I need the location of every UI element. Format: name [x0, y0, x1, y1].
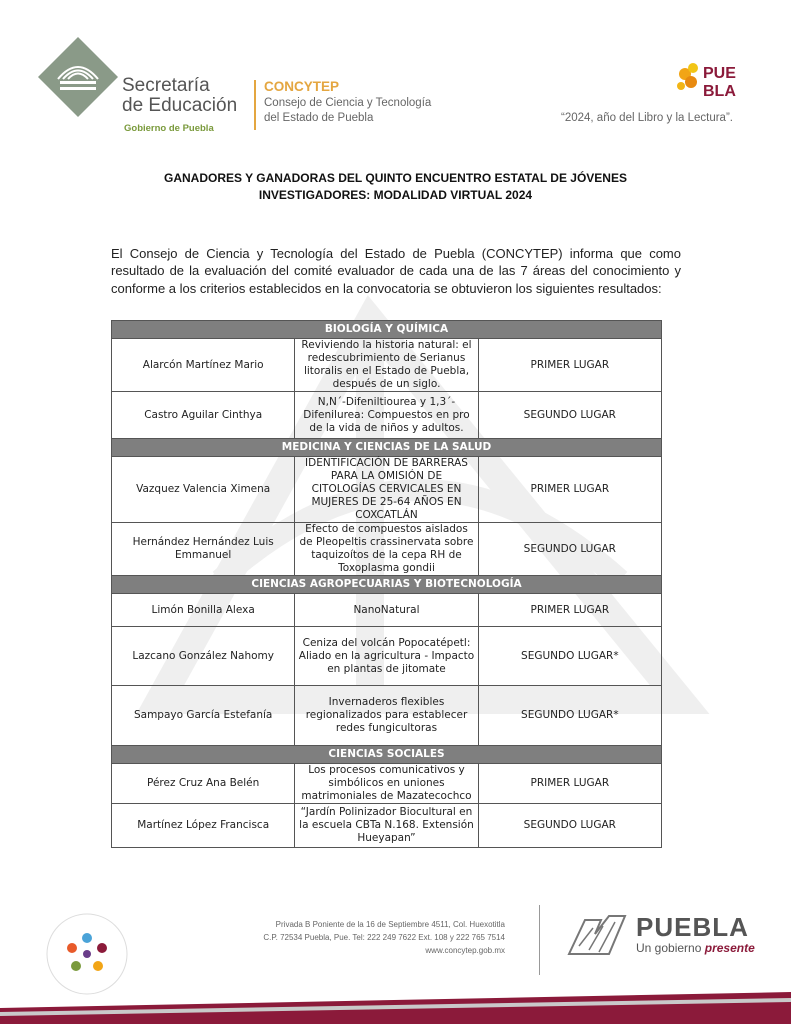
table-row [112, 594, 662, 627]
winner-name: Alarcón Martínez Mario [112, 339, 295, 392]
table-row [112, 392, 662, 439]
concytep-accent-bar [254, 80, 256, 130]
winner-name: Limón Bonilla Alexa [112, 594, 295, 627]
place-award: PRIMER LUGAR [478, 339, 661, 392]
footer-color-band [0, 990, 791, 1024]
table-row [112, 764, 662, 804]
footer-divider [539, 905, 540, 975]
concytep-title: CONCYTEP [264, 79, 340, 94]
place-award: PRIMER LUGAR [478, 457, 661, 523]
project-title: Efecto de compuestos aislados de Pleopeltis crassinervata sobre taquizoítos de la cepa RH de Toxoplasma gondii [295, 523, 478, 576]
project-title: Invernaderos flexibles regionalizados para establecer redes fungicultoras [295, 686, 478, 746]
area-header: MEDICINA Y CIENCIAS DE LA SALUD [112, 439, 662, 457]
area-header-row [112, 576, 662, 594]
area-header: CIENCIAS AGROPECUARIAS Y BIOTECNOLOGÍA [112, 576, 662, 594]
sep-name-line2: de Educación [122, 95, 238, 116]
sep-name-line1: Secretaría [122, 75, 210, 96]
place-award: SEGUNDO LUGAR* [478, 627, 661, 686]
website-link[interactable]: www.concytep.gob.mx [425, 946, 505, 955]
project-title: IDENTIFICACIÓN DE BARRERAS PARA LA OMISIÓN DE CITOLOGÍAS CERVICALES EN MUJERES DE 25-64 AÑOS EN COXCATLÁN [295, 457, 478, 523]
footer-puebla-brand: PUEBLA [636, 912, 749, 942]
document-title-line2: INVESTIGADORES: MODALIDAD VIRTUAL 2024 [258, 188, 533, 202]
project-title: Reviviendo la historia natural: el redescubrimiento de Serianus litoralis en el Estado de Puebla, después de un siglo. [295, 339, 478, 392]
place-award: SEGUNDO LUGAR [478, 523, 661, 576]
slogan-emphasis: presente [704, 941, 755, 955]
winner-name: Pérez Cruz Ana Belén [112, 764, 295, 804]
area-header-row [112, 321, 662, 339]
place-award: PRIMER LUGAR [478, 764, 661, 804]
slogan-prefix: Un gobierno [636, 941, 702, 955]
puebla-logo-line2: BLA [703, 83, 736, 100]
area-header-row [112, 746, 662, 764]
project-title: NanoNatural [295, 594, 478, 627]
project-title: Ceniza del volcán Popocatépetl: Aliado en la agricultura - Impacto en plantas de jitomate [295, 627, 478, 686]
sep-government-label: Gobierno de Puebla [124, 123, 214, 134]
place-award: SEGUNDO LUGAR [478, 804, 661, 848]
footer-address [180, 918, 505, 957]
address-line1: Privada B Poniente de la 16 de Septiembre 4511, Col. Huexotitla [275, 920, 505, 929]
area-header-row [112, 439, 662, 457]
sep-emblem-icon [36, 35, 120, 119]
winner-name: Hernández Hernández Luis Emmanuel [112, 523, 295, 576]
table-row [112, 457, 662, 523]
project-title: N,N´-Difeniltiourea y 1,3´-Difenilurea: Compuestos en pro de la vida de niños y adultos. [295, 392, 478, 439]
winner-name: Sampayo García Estefanía [112, 686, 295, 746]
equality-norm-emblem-icon [45, 912, 129, 996]
table-row [112, 627, 662, 686]
winner-name: Castro Aguilar Cinthya [112, 392, 295, 439]
table-row [112, 523, 662, 576]
concytep-subtitle-line1: Consejo de Ciencia y Tecnología [264, 97, 432, 109]
address-line2: C.P. 72534 Puebla, Pue. Tel: 222 249 7622 Ext. 108 y 222 765 7514 [263, 933, 505, 942]
concytep-subtitle-line2: del Estado de Puebla [264, 112, 374, 124]
table-row [112, 804, 662, 848]
year-motto: “2024, año del Libro y la Lectura”. [561, 112, 733, 124]
puebla-government-logo-icon [565, 910, 630, 960]
table-row [112, 339, 662, 392]
winner-name: Vazquez Valencia Ximena [112, 457, 295, 523]
area-header: CIENCIAS SOCIALES [112, 746, 662, 764]
winner-name: Lazcano González Nahomy [112, 627, 295, 686]
puebla-logo-icon [675, 60, 750, 100]
document-title [120, 170, 671, 204]
results-table [111, 320, 662, 848]
winner-name: Martínez López Francisca [112, 804, 295, 848]
document-title-line1: GANADORES Y GANADORAS DEL QUINTO ENCUENTRO ESTATAL DE JÓVENES [164, 171, 627, 185]
area-header: BIOLOGÍA Y QUÍMICA [112, 321, 662, 339]
place-award: SEGUNDO LUGAR [478, 392, 661, 439]
puebla-logo-line1: PUE [703, 65, 736, 82]
table-row [112, 686, 662, 746]
place-award: PRIMER LUGAR [478, 594, 661, 627]
place-award: SEGUNDO LUGAR* [478, 686, 661, 746]
project-title: Los procesos comunicativos y simbólicos en uniones matrimoniales de Mazatecochco [295, 764, 478, 804]
project-title: “Jardín Polinizador Biocultural en la escuela CBTa N.168. Extensión Hueyapan” [295, 804, 478, 848]
footer-slogan [636, 941, 755, 955]
intro-paragraph: El Consejo de Ciencia y Tecnología del Estado de Puebla (CONCYTEP) informa que como resultado de la evaluación del comité evaluador de cada una de las 7 áreas del conocimiento y conforme a los criterios establecidos en la convocatoria se obtuvieron los siguientes resultados: [111, 246, 681, 296]
